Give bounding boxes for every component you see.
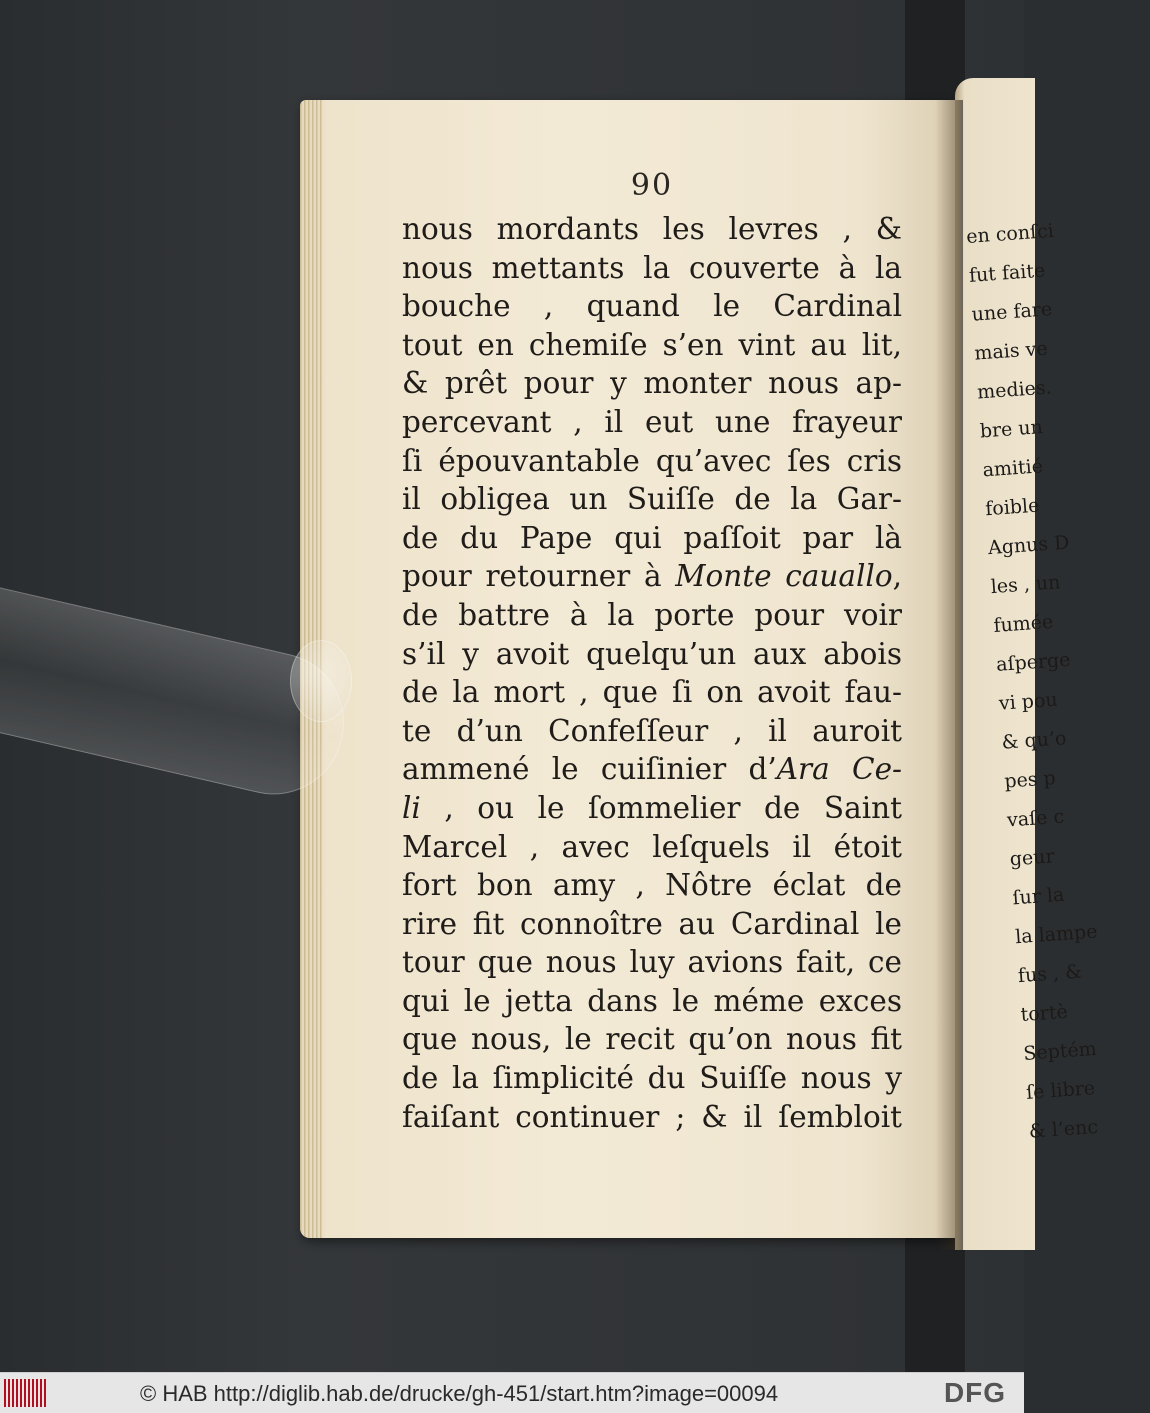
text-line: li , ou le ſommelier de Saint: [402, 790, 902, 825]
facing-text-line: fut faite: [968, 259, 1046, 287]
facing-text-line: amitié: [981, 455, 1044, 482]
text-line: te d’un Confeſſeur , il auroit: [402, 713, 902, 748]
text-line: faiſant continuer ; & il ſembloit: [402, 1099, 902, 1134]
facing-text-line: bre un: [979, 416, 1044, 443]
facing-text-line: ſur la: [1011, 883, 1066, 910]
facing-text-line: aſperge: [995, 648, 1072, 676]
text-line: s’il y avoit quelqu’un aux abois: [402, 636, 902, 671]
facing-text-line: pes p: [1003, 767, 1057, 793]
text-line: de la ſimplicité du Suiſſe nous y: [402, 1061, 902, 1096]
facing-text-line: mais ve: [973, 337, 1049, 365]
text-line: de la mort , que ſi on avoit fau-: [402, 675, 902, 710]
facing-text-line: la lampe: [1014, 920, 1099, 949]
page-number: 90: [630, 168, 674, 203]
text-line: que nous, le recit qu’on nous fit: [402, 1022, 902, 1057]
facing-text-line: medies.: [976, 376, 1053, 404]
page-text: [402, 210, 902, 1136]
facing-text-line: fus , &: [1017, 960, 1083, 988]
text-line: de battre à la porte pour voir: [402, 597, 902, 632]
text-line: nous mettants la couverte à la: [402, 250, 902, 285]
facing-text-line: & l’enc: [1028, 1115, 1099, 1143]
facing-text-line: foible: [984, 494, 1041, 521]
italic-name: Ara Ce-: [776, 752, 902, 787]
gutter-shadow: [935, 100, 963, 1250]
facing-page-text: [965, 210, 1150, 1152]
dfg-logo: DFG: [943, 1377, 1007, 1408]
text-line: ſi épouvantable qu’avec ſes cris: [402, 443, 902, 478]
text-line: pour retourner à Monte cauallo,: [402, 559, 902, 594]
facing-text-line: tortè: [1019, 1000, 1069, 1027]
italic-name: Monte cauallo: [675, 559, 893, 594]
footer-credit-link[interactable]: © HAB http://diglib.hab.de/drucke/gh-451/start.htm?image=00094: [140, 1381, 779, 1406]
text-line: bouche , quand le Cardinal: [402, 289, 902, 324]
facing-text-line: Agnus D: [987, 531, 1071, 560]
facing-page: [955, 78, 1099, 1250]
facing-text-line: Septém: [1022, 1037, 1098, 1065]
facing-text-line: en conſci: [965, 219, 1055, 248]
text-line: tour que nous luy avions fait, ce: [402, 945, 902, 980]
text-line: il obligea un Suiſſe de la Gar-: [402, 482, 902, 517]
text-line: qui le jetta dans le méme exces: [402, 983, 902, 1018]
text-line: Marcel , avec leſquels il étoit: [402, 829, 902, 864]
italic-name: li: [402, 790, 421, 825]
text-line: rire fit connoître au Cardinal le: [402, 906, 902, 941]
facing-text-line: ſe libre: [1025, 1077, 1096, 1104]
text-line: percevant , il eut une frayeur: [402, 404, 902, 439]
text-line: nous mordants les levres , &: [402, 212, 902, 246]
text-line: & prêt pour y monter nous ap-: [402, 366, 902, 401]
facing-text-line: vi pou: [998, 688, 1059, 715]
hab-barcode-logo-icon: [4, 1379, 46, 1407]
text-line: ammené le cuiſinier d’Ara Ce-: [402, 752, 902, 787]
glass-page-holder-tip: [290, 640, 352, 722]
text-line: de du Pape qui paſſoit par là: [402, 520, 902, 555]
facing-text-line: vaſe c: [1006, 805, 1065, 832]
footer-bar: [0, 1372, 1024, 1413]
facing-text-line: & qu’o: [1000, 727, 1068, 754]
facing-text-line: geur: [1009, 845, 1056, 871]
text-line: fort bon amy , Nôtre éclat de: [402, 868, 902, 903]
facing-text-line: une fare: [970, 298, 1053, 326]
text-line: tout en chemiſe s’en vint au lit,: [402, 327, 902, 362]
facing-text-line: les , un: [990, 571, 1062, 599]
facing-text-line: fumée: [992, 610, 1054, 637]
